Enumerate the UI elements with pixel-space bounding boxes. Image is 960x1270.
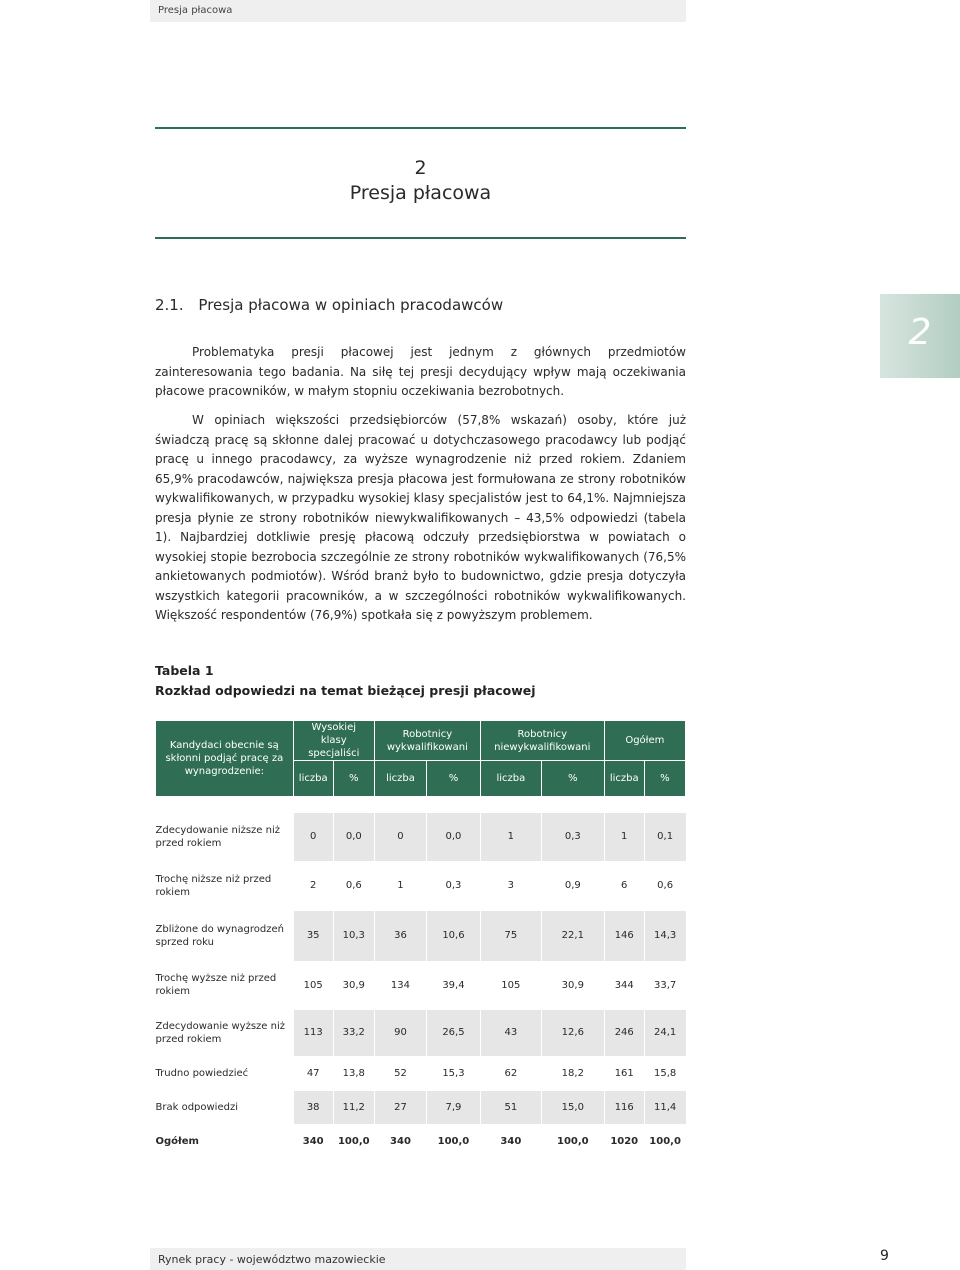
table-cell: 6 — [604, 861, 644, 910]
bottom-rule — [155, 237, 686, 239]
table-cell: 100,0 — [541, 1124, 604, 1158]
subheader: liczba — [293, 761, 333, 797]
row-label: Zdecydowanie niższe niż przed rokiem — [156, 813, 294, 861]
row-label: Ogółem — [156, 1124, 294, 1158]
table-cell: 13,8 — [333, 1056, 374, 1090]
table-cell: 0,0 — [333, 813, 374, 861]
table-cell: 43 — [480, 1009, 541, 1056]
table-cell: 0,0 — [427, 813, 481, 861]
group-header: Robotnicy niewykwalifikowani — [480, 721, 604, 761]
group-header: Ogółem — [604, 721, 685, 761]
row-label: Trochę wyższe niż przed rokiem — [156, 961, 294, 1009]
table-corner-header: Kandydaci obecnie są skłonni podjąć pracę za wynagrodzenie: — [156, 721, 294, 797]
top-rule — [155, 127, 686, 129]
table-cell: 75 — [480, 910, 541, 961]
table-cell: 344 — [604, 961, 644, 1009]
table-row — [156, 813, 686, 861]
table-cell: 36 — [374, 910, 426, 961]
chapter-side-tab — [880, 294, 960, 378]
table-cell: 246 — [604, 1009, 644, 1056]
table-cell: 11,2 — [333, 1090, 374, 1124]
table-cell: 3 — [480, 861, 541, 910]
table-cell: 33,7 — [644, 961, 685, 1009]
table-cell: 38 — [293, 1090, 333, 1124]
group-header: Wysokiej klasy specjaliści — [293, 721, 374, 761]
table-cell: 161 — [604, 1056, 644, 1090]
table-cell: 134 — [374, 961, 426, 1009]
subheader: % — [541, 761, 604, 797]
table-cell: 18,2 — [541, 1056, 604, 1090]
table-cell: 47 — [293, 1056, 333, 1090]
table-cell: 0,1 — [644, 813, 685, 861]
table-cell: 0,9 — [541, 861, 604, 910]
table-title: Rozkład odpowiedzi na temat bieżącej presji płacowej — [155, 683, 536, 698]
table-cell: 35 — [293, 910, 333, 961]
table-row — [156, 1124, 686, 1158]
row-label: Trochę niższe niż przed rokiem — [156, 861, 294, 910]
table-cell: 15,0 — [541, 1090, 604, 1124]
table-row — [156, 1090, 686, 1124]
page-number: 9 — [880, 1248, 889, 1264]
subheader: liczba — [480, 761, 541, 797]
subheader: liczba — [604, 761, 644, 797]
subheader: % — [427, 761, 481, 797]
header-gap-cell — [156, 797, 686, 814]
chapter-title: Presja płacowa — [349, 182, 492, 204]
subheader: % — [333, 761, 374, 797]
section-title: Presja płacowa w opiniach pracodawców — [198, 296, 504, 314]
table-cell: 33,2 — [333, 1009, 374, 1056]
chapter-number: 2 — [414, 157, 427, 179]
table-row — [156, 1056, 686, 1090]
table-cell: 146 — [604, 910, 644, 961]
table-cell: 1 — [604, 813, 644, 861]
row-label: Zdecydowanie wyższe niż przed rokiem — [156, 1009, 294, 1056]
table-cell: 90 — [374, 1009, 426, 1056]
table-cell: 14,3 — [644, 910, 685, 961]
row-label: Zbliżone do wynagrodzeń sprzed roku — [156, 910, 294, 961]
row-label: Brak odpowiedzi — [156, 1090, 294, 1124]
subheader: liczba — [374, 761, 426, 797]
table-cell: 0,6 — [644, 861, 685, 910]
table-cell: 105 — [480, 961, 541, 1009]
table-row — [156, 1009, 686, 1056]
table-cell: 2 — [293, 861, 333, 910]
header-gap — [156, 797, 686, 814]
group-header: Robotnicy wykwalifikowani — [374, 721, 480, 761]
side-tab-label: 2 — [908, 312, 932, 353]
table-cell: 100,0 — [644, 1124, 685, 1158]
table-cell: 340 — [374, 1124, 426, 1158]
table-cell: 15,3 — [427, 1056, 481, 1090]
table-cell: 116 — [604, 1090, 644, 1124]
section-number: 2.1. — [155, 296, 184, 314]
table-cell: 12,6 — [541, 1009, 604, 1056]
table-cell: 10,3 — [333, 910, 374, 961]
table-cell: 51 — [480, 1090, 541, 1124]
table-cell: 1 — [374, 861, 426, 910]
footer-text: Rynek pracy - województwo mazowieckie — [158, 1253, 386, 1266]
table-cell: 62 — [480, 1056, 541, 1090]
table-cell: 30,9 — [333, 961, 374, 1009]
section-heading — [155, 296, 503, 314]
table-cell: 340 — [480, 1124, 541, 1158]
table-cell: 39,4 — [427, 961, 481, 1009]
table-cell: 27 — [374, 1090, 426, 1124]
table-cell: 7,9 — [427, 1090, 481, 1124]
table-cell: 0,6 — [333, 861, 374, 910]
table-cell: 113 — [293, 1009, 333, 1056]
paragraph-2: W opiniach większości przedsiębiorców (57,8% wskazań) osoby, które już świadczą pracę są skłonne dalej pracować u dotychczasowego pracodawcy lub podjąć pracę u innego pracodawcy, za wyższe wynagrodzenie niż przed rokiem. Zdaniem 65,9% pracodawców, największa presja płacowa jest formułowana ze strony robotników wykwalifikowanych, w przypadku wysokiej klasy specjalistów jest to 64,1%. Najmniejsza presja płynie ze strony robotników niewykwalifikowanych – 43,5% odpowiedzi (tabela 1). Najbardziej dotkliwie presję płacową odczuły przedsiębiorstwa w powiatach o wysokiej stopie bezrobocia szczególnie ze strony robotników wykwalifikowanych (76,5% ankietowanych podmiotów). Wśród branż było to budownictwo, gdzie presja dotyczyła wszystkich kategorii pracowników, a w szczególności robotników wykwalifikowanych. Większość respondentów (76,9%) spotkała się z powyższym problemem. — [155, 413, 686, 622]
table-cell: 105 — [293, 961, 333, 1009]
table-cell: 0,3 — [427, 861, 481, 910]
table-row — [156, 861, 686, 910]
table-cell: 11,4 — [644, 1090, 685, 1124]
table-cell: 0,3 — [541, 813, 604, 861]
table-row — [156, 961, 686, 1009]
table-row — [156, 910, 686, 961]
table-cell: 340 — [293, 1124, 333, 1158]
table-cell: 100,0 — [333, 1124, 374, 1158]
table-cell: 100,0 — [427, 1124, 481, 1158]
table-cell: 1 — [480, 813, 541, 861]
running-header: Presja płacowa — [158, 5, 233, 16]
subheader: % — [644, 761, 685, 797]
table-label: Tabela 1 — [155, 663, 214, 678]
table-cell: 26,5 — [427, 1009, 481, 1056]
table-cell: 52 — [374, 1056, 426, 1090]
table-cell: 1020 — [604, 1124, 644, 1158]
table-cell: 10,6 — [427, 910, 481, 961]
paragraph-1: Problematyka presji płacowej jest jednym z głównych przedmiotów zainteresowania tego badania. Na siłę tej presji decydujący wpływ mają oczekiwania płacowe pracowników, w małym stopniu oczekiwania bezrobotnych. — [155, 345, 686, 398]
table-cell: 24,1 — [644, 1009, 685, 1056]
table-cell: 30,9 — [541, 961, 604, 1009]
wage-pressure-table — [155, 720, 686, 1159]
table-cell: 22,1 — [541, 910, 604, 961]
row-label: Trudno powiedzieć — [156, 1056, 294, 1090]
table-cell: 15,8 — [644, 1056, 685, 1090]
table-body — [156, 797, 686, 1159]
table-cell: 0 — [374, 813, 426, 861]
table-cell: 0 — [293, 813, 333, 861]
